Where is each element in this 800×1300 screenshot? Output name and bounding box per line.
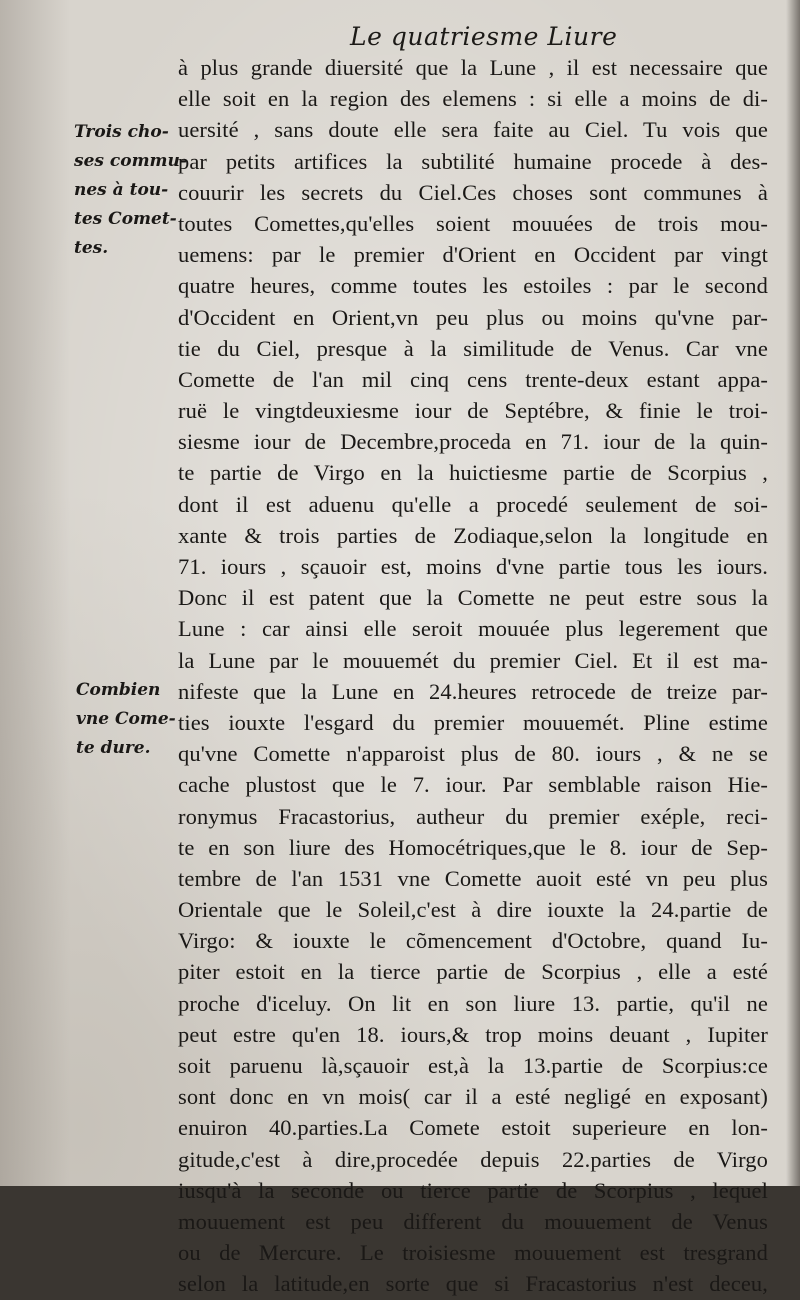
text-line: uemens: par le premier d'Orient en Occident par vingt xyxy=(178,242,768,268)
text-line: couurir les secrets du Ciel.Ces choses sont communes à xyxy=(178,179,768,205)
margin-note-trois-choses xyxy=(74,118,187,263)
text-line: te en son liure des Homocétriques,que le 8. iour de Sep- xyxy=(178,834,768,860)
text-line: gitude,c'est à dire,procedée depuis 22.parties de Virgo xyxy=(178,1146,768,1172)
text-line: selon la latitude,en sorte que si Fracastorius n'est deceu, xyxy=(178,1271,768,1297)
text-line: piter estoit en la tierce partie de Scorpius , elle a esté xyxy=(178,959,768,985)
text-line: Virgo: & iouxte le cõmencement d'Octobre, quand Iu- xyxy=(178,928,768,954)
text-line: la Lune par le mouuemét du premier Ciel. Et il est ma- xyxy=(178,647,768,673)
text-line: xante & trois parties de Zodiaque,selon la longitude en xyxy=(178,522,768,548)
margin-note-line: te dure. xyxy=(76,738,151,758)
page-edge-shadow xyxy=(786,0,800,1186)
margin-note-line: tes. xyxy=(74,238,109,258)
text-line: à plus grande diuersité que la Lune , il est necessaire que xyxy=(178,55,768,80)
margin-note-line: nes à tou- xyxy=(74,180,169,200)
margin-note-line: vne Come- xyxy=(76,709,176,729)
text-line: tembre de l'an 1531 vne Comette auoit esté vn peu plus xyxy=(178,865,768,891)
margin-note-line: Trois cho- xyxy=(74,122,169,142)
margin-note-combien xyxy=(76,676,176,763)
text-line: iusqu'à la seconde ou tierce partie de Scorpius , lequel xyxy=(178,1177,768,1203)
text-line: d'Occident en Orient,vn peu plus ou moins qu'vne par- xyxy=(178,304,768,330)
text-line: dont il est aduenu qu'elle a procedé seulement de soi- xyxy=(178,491,768,517)
body-text xyxy=(178,52,768,1300)
text-line: Orientale que le Soleil,c'est à dire iouxte la 24.partie de xyxy=(178,897,768,923)
text-line: peut estre qu'en 18. iours,& trop moins deuant , Iupiter xyxy=(178,1021,768,1047)
text-line: Donc il est patent que la Comette ne peut estre sous la xyxy=(178,585,768,611)
text-line: elle soit en la region des elemens : si elle a moins de di- xyxy=(178,86,768,112)
text-line: quatre heures, comme toutes les estoiles : par le second xyxy=(178,273,768,299)
text-line: mouuement est peu different du mouuement de Venus xyxy=(178,1208,768,1234)
gutter-shadow xyxy=(0,0,70,1186)
text-line: te partie de Virgo en la huictiesme partie de Scorpius , xyxy=(178,460,768,486)
text-line: proche d'iceluy. On lit en son liure 13. partie, qu'il ne xyxy=(178,990,768,1016)
text-line: par petits artifices la subtilité humaine procede à des- xyxy=(178,148,768,174)
text-line: enuiron 40.parties.La Comete estoit superieure en lon- xyxy=(178,1115,768,1141)
text-line: ronymus Fracastorius, autheur du premier exéple, reci- xyxy=(178,803,768,829)
text-line: soit paruenu là,sçauoir est,à la 13.partie de Scorpius:ce xyxy=(178,1053,768,1078)
text-line: nifeste que la Lune en 24.heures retrocede de treize par- xyxy=(178,678,768,704)
text-line: toutes Comettes,qu'elles soient mouuées de trois mou- xyxy=(178,210,768,236)
text-line: ruë le vingtdeuxiesme iour de Septébre, & finie le troi- xyxy=(178,398,768,424)
text-line: 71. iours , sçauoir est, moins d'vne partie tous les iours. xyxy=(178,554,768,579)
text-line: ou de Mercure. Le troisiesme mouuement est tresgrand xyxy=(178,1240,768,1266)
margin-note-line: Combien xyxy=(76,680,161,700)
text-line: sont donc en vn mois( car il a esté negligé en exposant) xyxy=(178,1084,768,1110)
running-head: Le quatriesme Liure xyxy=(350,22,618,51)
text-line: tie du Ciel, presque à la similitude de Venus. Car vne xyxy=(178,335,768,361)
text-line: Lune : car ainsi elle seroit mouuée plus legerement que xyxy=(178,616,768,642)
text-line: Comette de l'an mil cinq cens trente-deux estant appa- xyxy=(178,366,768,392)
text-line: cache plustost que le 7. iour. Par semblable raison Hie- xyxy=(178,772,768,798)
text-line: qu'vne Comette n'apparoist plus de 80. iours , & ne se xyxy=(178,741,768,767)
margin-note-line: tes Comet- xyxy=(74,209,177,229)
margin-note-line: ses commu- xyxy=(74,151,187,171)
text-line: ties iouxte l'esgard du premier mouuemét. Pline estime xyxy=(178,709,768,735)
text-line: siesme iour de Decembre,proceda en 71. iour de la quin- xyxy=(178,429,768,455)
text-line: uersité , sans doute elle sera faite au Ciel. Tu vois que xyxy=(178,117,768,143)
